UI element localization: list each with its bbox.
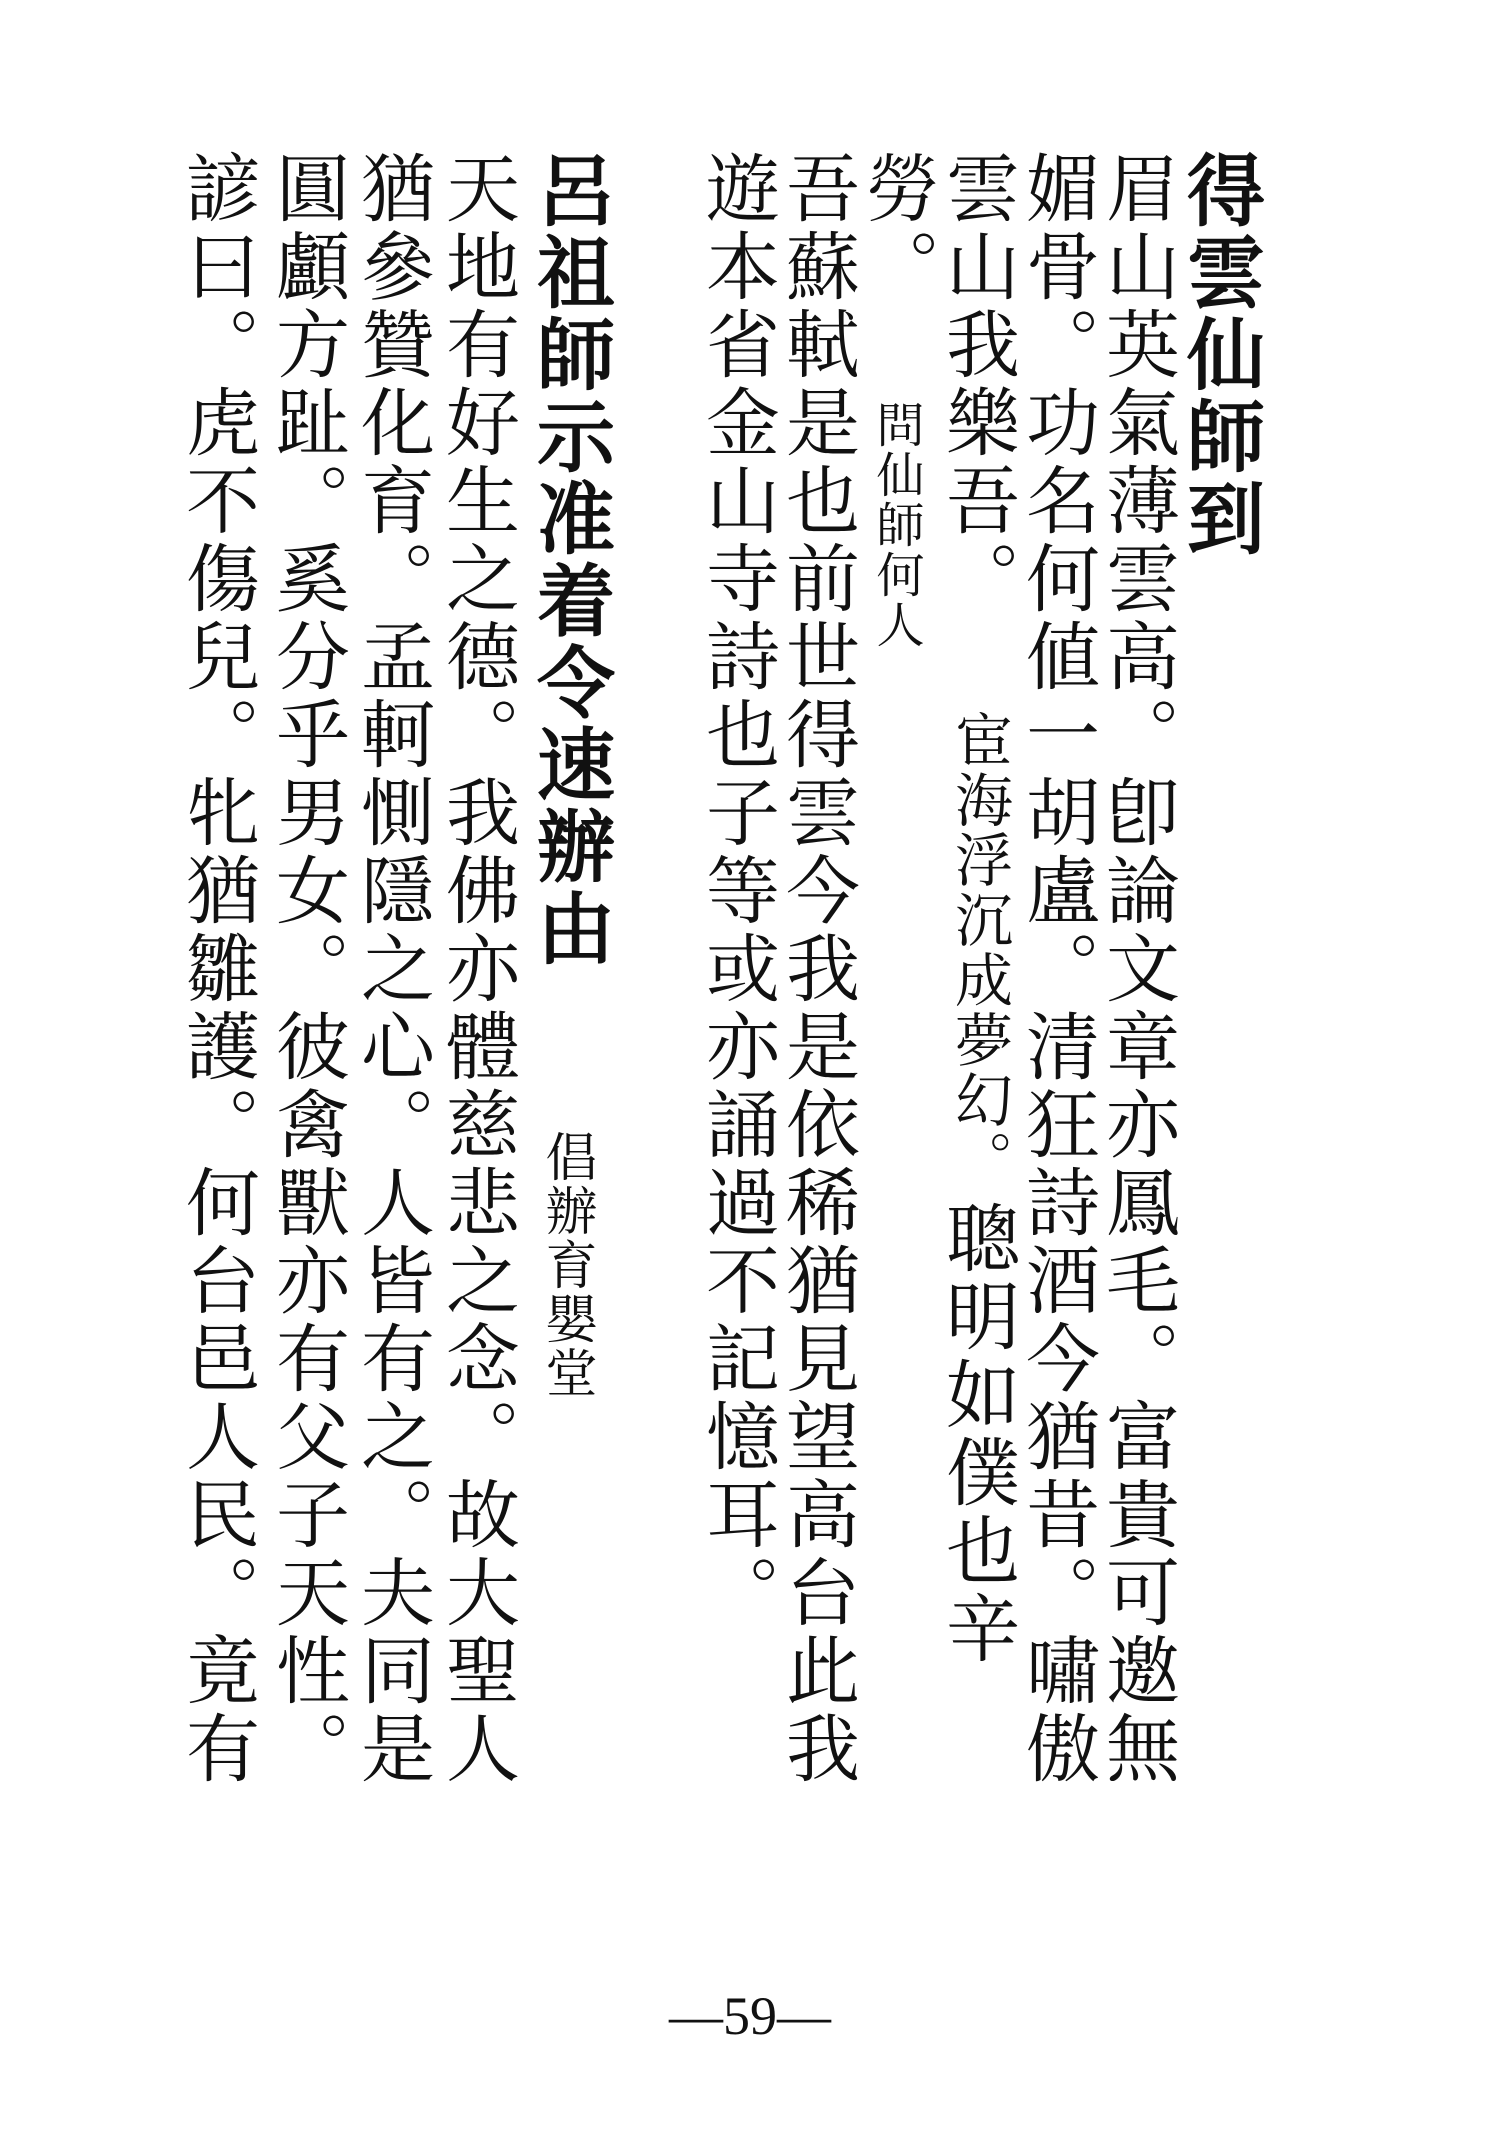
text-column: 圓顱方趾。奚分乎男女。彼禽獸亦有父子天性。 xyxy=(264,150,350,1788)
page-number: —59— xyxy=(669,1986,831,2046)
text-column: 眉山英氣薄雲高。卽論文章亦鳳毛。富貴可邀無 xyxy=(1094,150,1180,1788)
inline-note: 宦海浮沉成夢幻。 xyxy=(945,710,1013,1190)
text-column-continued: 聰明如僕也辛 xyxy=(934,1200,1020,1668)
text-column: 遊本省金山寺詩也子等或亦誦過不記憶耳。 xyxy=(694,150,780,1632)
text-column: 媚骨。功名何値一胡盧。清狂詩酒今猶昔。嘯傲 xyxy=(1014,150,1100,1788)
text-column: 雲山我樂吾。 xyxy=(934,150,1020,618)
text-column: 猶參贊化育。孟軻惻隱之心。人皆有之。夫同是 xyxy=(349,150,435,1788)
section-heading-2: 呂祖師示准着令速辦由 xyxy=(524,150,614,970)
inline-note: 問仙師何人 xyxy=(868,400,924,650)
section-heading-1: 得雲仙師到 xyxy=(1174,150,1264,560)
text-column: 天地有好生之德。我佛亦體慈悲之念。故大聖人 xyxy=(434,150,520,1788)
text-column: 諺曰。虎不傷兒。牝猶雛護。何台邑人民。竟有 xyxy=(174,150,260,1788)
text-column: 勞。 xyxy=(854,150,940,306)
text-column: 吾蘇軾是也前世得雲今我是依稀猶見望高台此我 xyxy=(774,150,860,1788)
heading-note: 倡辦育嬰堂 xyxy=(536,1130,596,1400)
